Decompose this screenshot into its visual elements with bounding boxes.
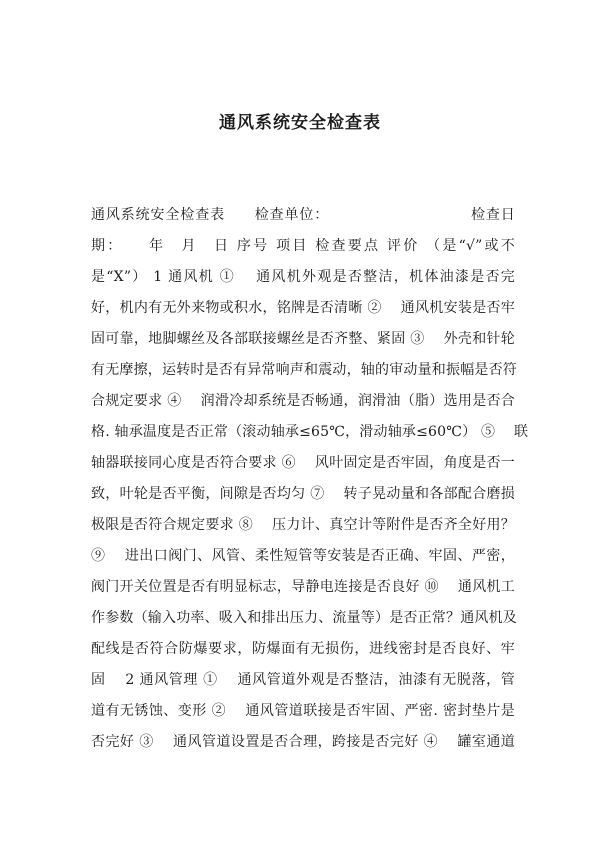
body-text-line: 好，机内有无外来物或积水，铭牌是否清晰 ② 通风机安装是否牢 (91, 300, 515, 316)
body-text-line: 道有无锈蚀、变形 ② 通风管道联接是否牢固、严密. 密封垫片是 (91, 703, 515, 719)
body-text-line: 是“X”） 1 通风机 ① 通风机外观是否整洁，机体油漆是否完 (91, 269, 515, 285)
body-text-line: ⑨ 进出口阀门、风管、柔性短管等安装是否正确、牢固、严密， (91, 548, 515, 564)
body-text-line: 有无摩擦，运转时是否有异常响声和震动，轴的审动量和振幅是否符 (91, 362, 517, 378)
body-text-line: 合规定要求 ④ 润滑冷却系统是否畅通，润滑油（脂）选用是否合 (91, 393, 515, 409)
body-text-line: 格. 轴承温度是否正常（滚动轴承≤65℃，滑动轴承≤60℃） ⑤ 联 (91, 424, 529, 440)
document-title: 通风系统安全检查表 (219, 113, 381, 133)
body-text-line: 否完好 ③ 通风管道设置是否合理，跨接是否完好 ④ 罐室通道 (91, 734, 515, 750)
body-text-line: 固 2 通风管理 ① 通风管道外观是否整洁，油漆有无脱落，管 (91, 672, 515, 688)
body-text-line: 固可靠，地脚螺丝及各部联接螺丝是否齐整、紧固 ③ 外壳和针轮 (91, 331, 515, 347)
body-text-line: 期： 年 月 日 序号 项目 检查要点 评价 （是“√”或不 (91, 238, 515, 254)
body-text-line: 极限是否符合规定要求 ⑧ 压力计、真空计等附件是否齐全好用？ (91, 517, 515, 533)
body-text-line: 阀门开关位置是否有明显标志，导静电连接是否良好 ⑩ 通风机工 (91, 579, 515, 595)
body-text-line: 轴器联接同心度是否符合要求 ⑥ 风叶固定是否牢固，角度是否一 (91, 455, 515, 471)
body-text-line: 致，叶轮是否平衡，间隙是否均匀 ⑦ 转子晃动量和各部配合磨损 (91, 486, 515, 502)
body-text-line: 通风系统安全检查表 检查单位： 检查日 (91, 207, 515, 223)
body-text-line: 作参数（输入功率、吸入和排出压力、流量等）是否正常？通风机及 (91, 610, 517, 626)
body-text-line: 配线是否符合防爆要求，防爆面有无损伤，进线密封是否良好、牢 (91, 641, 515, 657)
